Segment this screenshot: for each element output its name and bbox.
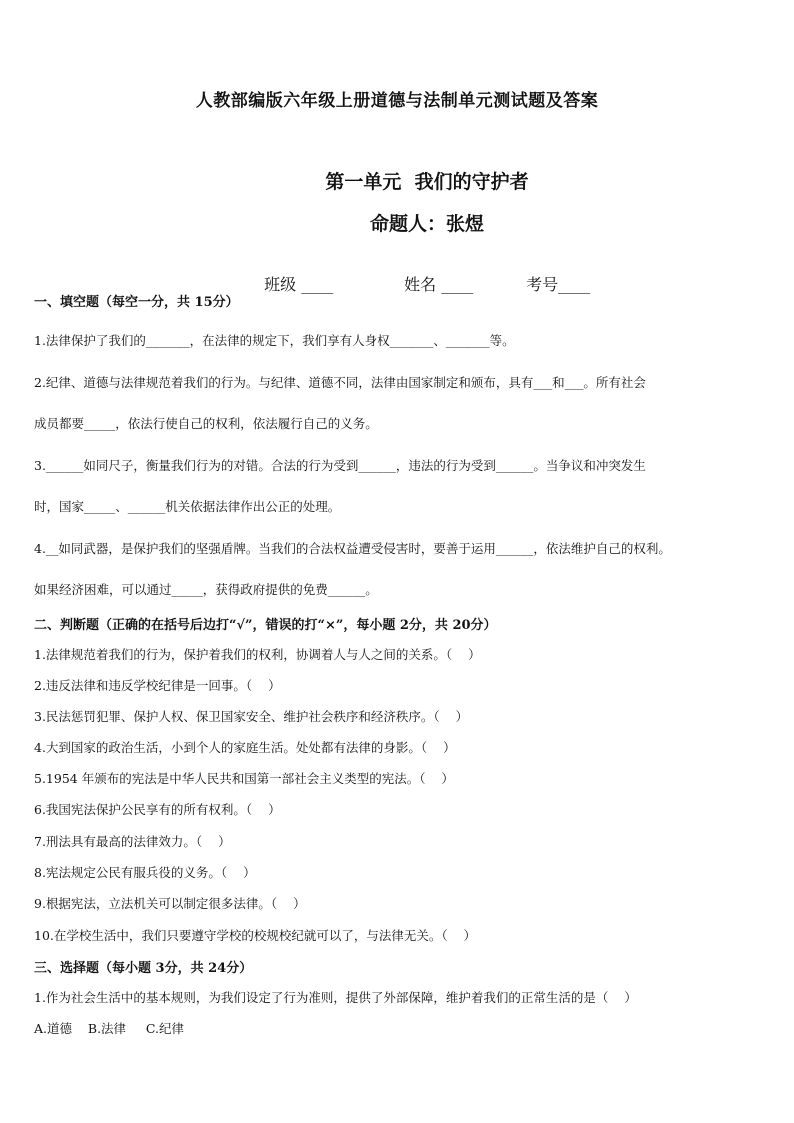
choice-options: A.道德 B.法律 C.纪律 [34,1021,185,1036]
fill-line: 时，国家_____、______机关依据法律作出公正的处理。 [34,499,341,514]
judge-item: 4.大到国家的政治生活，小到个人的家庭生活。处处都有法律的身影。（ ） [34,740,456,755]
judge-item: 8.宪法规定公民有服兵役的义务。（ ） [34,865,256,880]
fill-line: 成员都要_____，依法行使自己的权利，依法履行自己的义务。 [34,416,378,431]
judge-item: 1.法律规范着我们的行为，保护着我们的权利，协调着人与人之间的关系。（ ） [34,647,481,662]
choice-question: 1.作为社会生活中的基本规则，为我们设定了行为准则，提供了外部保障，维护着我们的正常生活的是（ ） [34,990,637,1005]
unit-title: 第一单元 我们的守护者 [325,171,529,193]
section-fill-title: 一、填空题（每空一分，共 15分） [34,295,239,310]
section-choice-title: 三、选择题（每小题 3分，共 24分） [34,961,253,976]
author-line: 命题人：张煜 [369,213,484,235]
judge-item: 6.我国宪法保护公民享有的所有权利。（ ） [34,802,281,817]
exam-number-field[interactable]: 考号____ [526,275,591,294]
fill-line: 3.______如同尺子，衡量我们行为的对错。合法的行为受到______，违法的行为受到______。当争议和冲突发生 [34,458,646,473]
judge-item: 3.民法惩罚犯罪、保护人权、保卫国家安全、维护社会秩序和经济秩序。（ ） [34,709,469,724]
section-judge-title: 二、判断题（正确的在括号后边打“√”，错误的打“×”，每小题 2分，共 20分） [34,618,497,633]
judge-item: 9.根据宪法，立法机关可以制定很多法律。（ ） [34,896,306,911]
document-title: 人教部编版六年级上册道德与法制单元测试题及答案 [195,91,599,111]
fill-line: 1.法律保护了我们的_______，在法律的规定下，我们享有人身权_______、_______等。 [34,333,515,348]
fill-line: 如果经济困难，可以通过_____，获得政府提供的免费______。 [34,582,378,597]
judge-item: 2.违反法律和违反学校纪律是一回事。（ ） [34,678,281,693]
class-field[interactable]: 班级 ____ [264,275,334,294]
fill-line: 2.纪律、道德与法律规范着我们的行为。与纪律、道德不同，法律由国家制定和颁布，具有___和___。所有社会 [34,375,646,390]
judge-item: 7.刑法具有最高的法律效力。（ ） [34,834,231,849]
student-info-row [254,253,590,295]
judge-item: 10.在学校生活中，我们只要遵守学校的校规校纪就可以了，与法律无关。（ ） [34,928,477,943]
fill-line: 4.__如同武器，是保护我们的坚强盾牌。当我们的合法权益遭受侵害时，要善于运用______，依法维护自己的权利。 [34,541,671,556]
judge-item: 5.1954 年颁布的宪法是中华人民共和国第一部社会主义类型的宪法。（ ） [34,771,454,786]
name-field[interactable]: 姓名 ____ [404,275,474,294]
